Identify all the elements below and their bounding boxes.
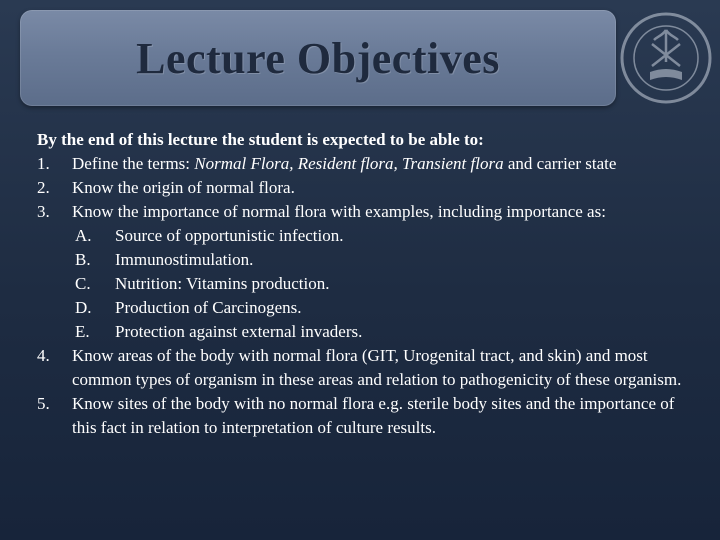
objective-terms: Normal Flora, Resident flora, Transient flora [194, 154, 504, 173]
objective-text: Know areas of the body with normal flora (GIT, Urogenital tract, and skin) and most common types of organism in these areas and relation to pathogenicity of these organism. [72, 346, 682, 389]
slide-title: Lecture Objectives [136, 33, 500, 83]
objective-item-3 [37, 200, 697, 224]
importance-letter: A. [75, 226, 92, 245]
importance-text: Nutrition: Vitamins production. [115, 274, 330, 293]
importance-item-c [37, 272, 697, 296]
objectives-content [37, 128, 697, 440]
importance-text: Production of Carcinogens. [115, 298, 302, 317]
objective-text [37, 152, 697, 176]
objective-suffix: and carrier state [503, 154, 617, 173]
objective-number: 2. [37, 178, 50, 197]
objective-number: 3. [37, 202, 50, 221]
importance-letter: B. [75, 250, 91, 269]
importance-letter: D. [75, 298, 92, 317]
intro-text: By the end of this lecture the student is expected to be able to: [37, 130, 484, 149]
importance-item-d [37, 296, 697, 320]
objective-number: 5. [37, 394, 50, 413]
objective-number: 4. [37, 346, 50, 365]
objective-item-2 [37, 176, 697, 200]
objective-text: Know the origin of normal flora. [72, 178, 295, 197]
importance-text: Source of opportunistic infection. [115, 226, 344, 245]
objective-item-5 [37, 392, 697, 440]
importance-item-a [37, 224, 697, 248]
objective-item-1 [37, 152, 697, 176]
objective-text: Know the importance of normal flora with examples, including importance as: [72, 202, 606, 221]
objective-prefix: Define the terms: [72, 154, 195, 173]
objective-text: Know sites of the body with no normal flora e.g. sterile body sites and the importance of this fact in relation to interpretation of culture results. [72, 394, 675, 437]
importance-text: Protection against external invaders. [115, 322, 363, 341]
importance-letter: C. [75, 274, 91, 293]
importance-letter: E. [75, 322, 90, 341]
importance-item-e [37, 320, 697, 344]
objective-number: 1. [37, 154, 50, 173]
university-emblem-icon [618, 10, 714, 106]
importance-item-b [37, 248, 697, 272]
importance-text: Immunostimulation. [115, 250, 254, 269]
objective-item-4 [37, 344, 697, 392]
